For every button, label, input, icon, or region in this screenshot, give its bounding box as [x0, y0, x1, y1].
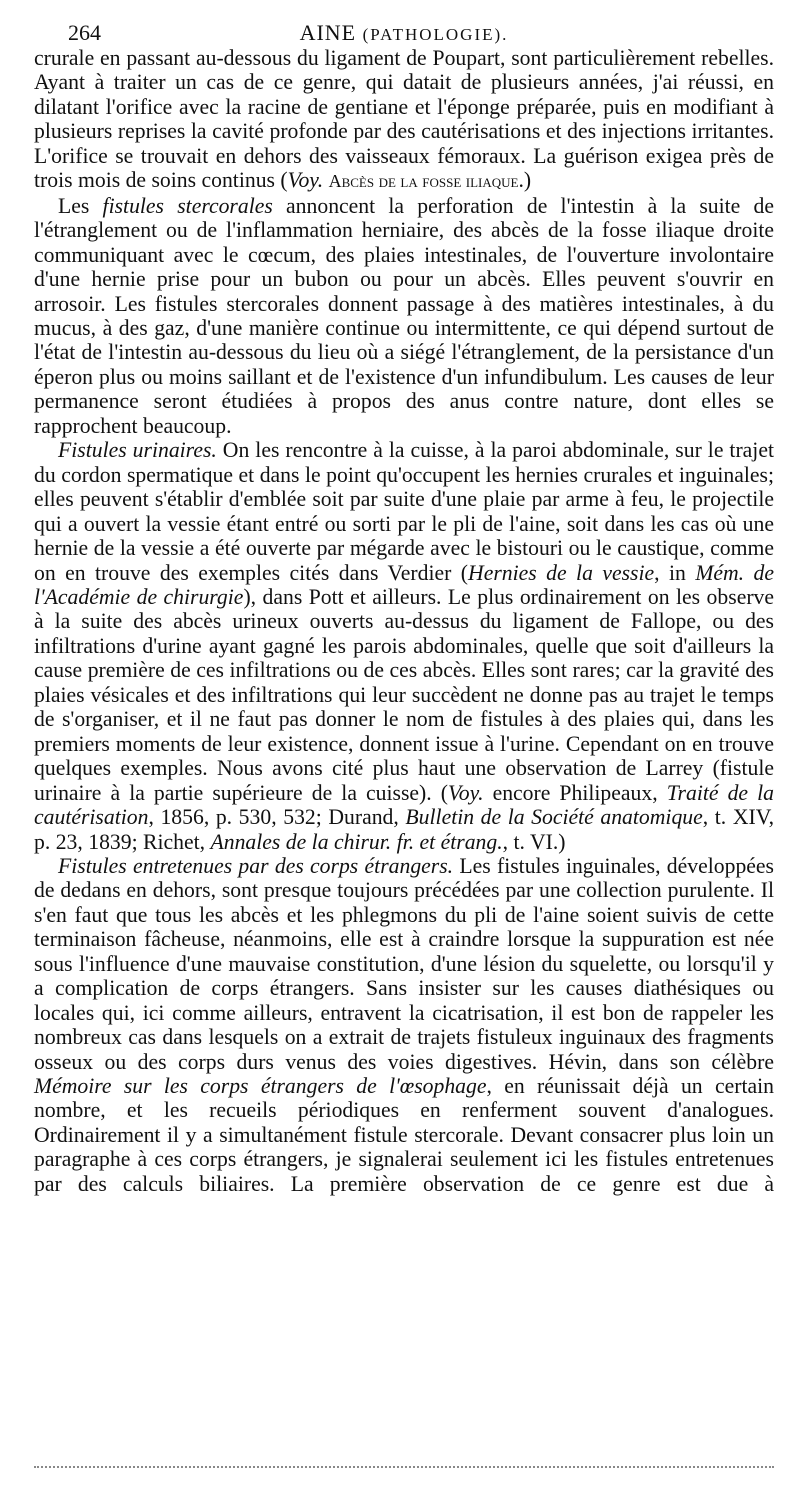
- section-term: Fistules entretenues par des corps étrangers.: [58, 853, 454, 878]
- paragraph-fistules-corps-etrangers: [34, 854, 774, 1196]
- section-term: fistules stercorales: [102, 193, 273, 218]
- paragraph-text: Les: [58, 193, 103, 218]
- paragraph-text: encore Philipeaux,: [483, 780, 667, 805]
- citation: Hernies de la vessie: [468, 560, 655, 585]
- citation: Traité de la cautérisation: [34, 780, 774, 830]
- paragraph-text: .): [518, 168, 532, 193]
- paragraph-text: Les fistules inguinales, développées de dedans en dehors, sont presque toujours précédées par une collection purulente. Il s'en faut que tous les abcès et les phlegmons du pli de l'aine soient suivis de cette terminaison fâcheuse, néanmoins, elle est à craindre lorsque la suppuration est née sous l'influence d'une mauvaise constitution, d'une lésion du squelette, ou lorsqu'il y a complication de corps étrangers. Sans insister sur les causes diathésiques ou locales qui, ici comme ailleurs, entravent la cicatrisation, il est bon de rappeler les nombreux cas dans lesquels on a extrait de trajets fistuleux inguinaux des fragments osseux ou des corps durs venus des voies digestives. Hévin, dans son célèbre: [34, 853, 774, 1074]
- citation: Annales de la chirur. fr. et étrang.: [210, 829, 503, 854]
- running-header: [34, 0, 774, 46]
- page-number: 264: [68, 20, 101, 45]
- running-title-sub: (PATHOLOGIE).: [362, 25, 509, 44]
- voy-abbrev: Voy.: [447, 780, 484, 805]
- paragraph-continued: [34, 46, 774, 194]
- paragraph-fistules-urinaires: [34, 438, 774, 854]
- footer-dotted-rule: [34, 1466, 774, 1468]
- paragraph-text: , en réunissait déjà un certain nombre, et les recueils périodiques en renferment souvent d'analogues. Ordinairement il y a simultanément fistule stercorale. Devant consacrer plus loin un paragraphe à ces corps étrangers, je signalerai seulement ici les fistules entretenues par des calculs biliaires. La première observation de ce genre est due à: [34, 1074, 774, 1196]
- running-title-main: AINE: [299, 20, 357, 45]
- section-term: Fistules urinaires.: [58, 438, 217, 463]
- paragraph-text: annoncent la perforation de l'intestin à la suite de l'étranglement ou de l'inflammation herniaire, des abcès de la fosse iliaque droite communiquant avec le cœcum, des plaies intestinales, de l'ouverture involontaire d'une hernie prise pour un bubon ou pour un abcès. Elles peuvent s'ouvrir en arrosoir. Les fistules stercorales donnent passage à des matières intestinales, à du mucus, à des gaz, d'une manière continue ou intermittente, ce qui dépend surtout de l'état de l'intestin au-dessous du lieu où a siégé l'étranglement, de la persistance d'un éperon plus ou moins saillant et de l'existence d'un infundibulum. Les causes de leur permanence seront étudiées à propos des anus contre nature, dont elles se rapprochent beaucoup.: [34, 193, 774, 438]
- citation: Mém. de l'Académie de chirurgie: [34, 560, 774, 609]
- running-title: [34, 20, 774, 46]
- paragraph-text: , in: [654, 560, 696, 585]
- paragraph-text: ), dans Pott et ailleurs. Le plus ordinairement on les observe à la suite des abcès urineux ouverts au-dessus du ligament de Fallope, ou des infiltrations d'urine ayant gagné les parois abdominales, quelle que soit d'ailleurs la cause première de ces infiltrations ou de ces abcès. Elles sont rares; car la gravité des plaies vésicales et des infiltrations qui leur succèdent ne donne pas au trajet le temps de s'organiser, et il ne faut pas donner le nom de fistules à des plaies qui, dans les premiers moments de leur existence, donnent issue à l'urine. Cependant on en trouve quelques exemples. Nous avons cité plus haut une observation de Larrey (fistule urinaire à la partie supérieure de la cuisse). (: [34, 584, 775, 805]
- paragraph-text: On les rencontre à la cuisse, à la paroi abdominale, sur le trajet du cordon spermatique et dans le point qu'occupent les hernies crurales et inguinales; elles peuvent s'établir d'emblée soit par suite d'une plaie par arme à feu, le projectile qui a ouvert la vessie étant entré ou sorti par le pli de l'aine, soit dans les cas où une hernie de la vessie a été ouverte par mégarde avec le bistouri ou le caustique, comme on en trouve des exemples cités dans Verdier (: [34, 438, 774, 585]
- paragraph-text: , 1856, p. 530, 532; Durand,: [148, 805, 406, 830]
- cross-reference: Abcès de la fosse iliaque: [328, 171, 519, 192]
- citation: Bulletin de la Société anatomique: [405, 805, 703, 830]
- paragraph-fistules-stercorales: [34, 194, 774, 439]
- voy-abbrev: Voy.: [287, 168, 324, 193]
- citation: Mémoire sur les corps étrangers de l'œsophage: [34, 1074, 487, 1099]
- paragraph-text: , t. XIV, p. 23, 1839; Richet,: [34, 805, 774, 854]
- paragraph-text: , t. VI.): [502, 829, 566, 854]
- paragraph-text: crurale en passant au-dessous du ligament de Poupart, sont particulièrement rebelles. Ayant à traiter un cas de ce genre, qui datait de plusieurs années, j'ai réussi, en dilatant l'orifice avec la racine de gentiane et l'éponge préparée, puis en modifiant à plusieurs reprises la cavité profonde par des cautérisations et des injections irritantes. L'orifice se trouvait en dehors des vaisseaux fémoraux. La guérison exigea près de trois mois de soins continus (: [34, 46, 774, 193]
